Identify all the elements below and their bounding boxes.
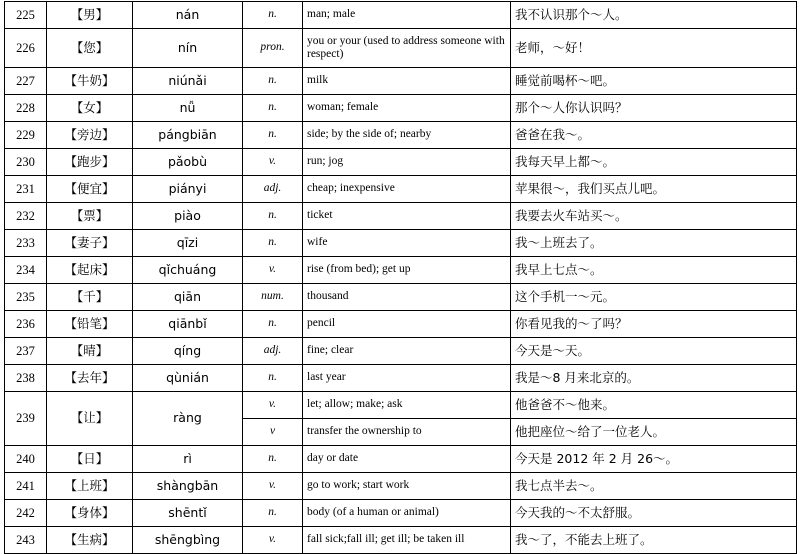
table-row: [5, 473, 797, 500]
row-english: last year: [303, 365, 511, 392]
row-hanzi: 【票】: [47, 203, 133, 230]
table-row: [5, 257, 797, 284]
row-pos: n.: [243, 446, 303, 473]
table-row: [5, 95, 797, 122]
row-pos: n.: [243, 2, 303, 29]
row-pinyin: ràng: [133, 392, 243, 446]
row-pinyin: qíng: [133, 338, 243, 365]
row-pinyin: nín: [133, 29, 243, 68]
row-pos: v.: [243, 473, 303, 500]
table-row: [5, 68, 797, 95]
row-pos: n.: [243, 365, 303, 392]
row-pinyin: niúnǎi: [133, 68, 243, 95]
row-pinyin: piányi: [133, 176, 243, 203]
row-pinyin: qiānbǐ: [133, 311, 243, 338]
row-hanzi: 【妻子】: [47, 230, 133, 257]
row-english: go to work; start work: [303, 473, 511, 500]
row-number: 226: [5, 29, 47, 68]
row-sentence: 苹果很～，我们买点儿吧。: [511, 176, 797, 203]
row-english: thousand: [303, 284, 511, 311]
row-number: 243: [5, 527, 47, 554]
row-number: 242: [5, 500, 47, 527]
row-pinyin: qiān: [133, 284, 243, 311]
row-hanzi: 【旁边】: [47, 122, 133, 149]
row-pos: n.: [243, 203, 303, 230]
table-row: [5, 365, 797, 392]
row-english: cheap; inexpensive: [303, 176, 511, 203]
row-number: 228: [5, 95, 47, 122]
row-sentence: 我～了，不能去上班了。: [511, 527, 797, 554]
row-hanzi: 【跑步】: [47, 149, 133, 176]
row-number: 232: [5, 203, 47, 230]
row-hanzi: 【千】: [47, 284, 133, 311]
row-pos: v.: [243, 392, 303, 419]
row-pos: n.: [243, 68, 303, 95]
row-sentence: 我要去火车站买～。: [511, 203, 797, 230]
row-hanzi: 【上班】: [47, 473, 133, 500]
row-number: 239: [5, 392, 47, 446]
row-pos: adj.: [243, 176, 303, 203]
vocabulary-table: [4, 1, 797, 554]
row-number: 236: [5, 311, 47, 338]
row-hanzi: 【晴】: [47, 338, 133, 365]
row-english: let; allow; make; ask: [303, 392, 511, 419]
row-pos: n.: [243, 122, 303, 149]
table-row: [5, 203, 797, 230]
row-english: wife: [303, 230, 511, 257]
row-english: body (of a human or animal): [303, 500, 511, 527]
row-hanzi: 【让】: [47, 392, 133, 446]
row-sentence: 我～上班去了。: [511, 230, 797, 257]
row-number: 240: [5, 446, 47, 473]
row-sentence: 那个～人你认识吗？: [511, 95, 797, 122]
row-hanzi: 【便宜】: [47, 176, 133, 203]
row-sentence: 睡觉前喝杯～吧。: [511, 68, 797, 95]
row-pos: v.: [243, 149, 303, 176]
row-pinyin: rì: [133, 446, 243, 473]
table-row: [5, 176, 797, 203]
row-english: side; by the side of; nearby: [303, 122, 511, 149]
row-hanzi: 【女】: [47, 95, 133, 122]
row-hanzi: 【去年】: [47, 365, 133, 392]
row-pinyin: nǚ: [133, 95, 243, 122]
row-pinyin: pǎobù: [133, 149, 243, 176]
row-pinyin: shēntǐ: [133, 500, 243, 527]
row-sentence: 这个手机一～元。: [511, 284, 797, 311]
row-sentence: 他爸爸不～他来。: [511, 392, 797, 419]
row-english: ticket: [303, 203, 511, 230]
table-row: [5, 392, 797, 419]
row-sentence: 今天是 2012 年 2 月 26～。: [511, 446, 797, 473]
row-sentence: 今天我的～不太舒服。: [511, 500, 797, 527]
vocabulary-sheet: [0, 1, 800, 547]
row-pos: pron.: [243, 29, 303, 68]
row-number: 238: [5, 365, 47, 392]
row-sentence: 爸爸在我～。: [511, 122, 797, 149]
row-english: fall sick;fall ill; get ill; be taken ill: [303, 527, 511, 554]
table-row: [5, 338, 797, 365]
row-pos: n.: [243, 500, 303, 527]
table-row: [5, 500, 797, 527]
row-pinyin: piào: [133, 203, 243, 230]
row-pos: num.: [243, 284, 303, 311]
row-number: 230: [5, 149, 47, 176]
row-hanzi: 【铅笔】: [47, 311, 133, 338]
row-english: man; male: [303, 2, 511, 29]
row-pos: n.: [243, 230, 303, 257]
row-sentence: 我七点半去～。: [511, 473, 797, 500]
row-number: 234: [5, 257, 47, 284]
table-row: [5, 311, 797, 338]
table-row: [5, 230, 797, 257]
row-pos: n.: [243, 95, 303, 122]
row-hanzi: 【您】: [47, 29, 133, 68]
row-sentence: 我早上七点～。: [511, 257, 797, 284]
row-sentence: 我不认识那个～人。: [511, 2, 797, 29]
table-row: [5, 284, 797, 311]
row-number: 233: [5, 230, 47, 257]
row-hanzi: 【日】: [47, 446, 133, 473]
row-number: 227: [5, 68, 47, 95]
row-english: day or date: [303, 446, 511, 473]
row-english: you or your (used to address someone with respect): [303, 29, 511, 68]
table-row: [5, 29, 797, 68]
table-row: [5, 446, 797, 473]
row-english: fine; clear: [303, 338, 511, 365]
row-sentence: 我是～8 月来北京的。: [511, 365, 797, 392]
row-pinyin: qīzi: [133, 230, 243, 257]
row-sentence: 老师，～好！: [511, 29, 797, 68]
row-number: 237: [5, 338, 47, 365]
row-pos: v.: [243, 527, 303, 554]
row-pos: v.: [243, 257, 303, 284]
row-english: milk: [303, 68, 511, 95]
table-body: [5, 2, 797, 554]
row-english: pencil: [303, 311, 511, 338]
row-pos: n.: [243, 311, 303, 338]
row-hanzi: 【身体】: [47, 500, 133, 527]
row-english: run; jog: [303, 149, 511, 176]
row-hanzi: 【起床】: [47, 257, 133, 284]
row-pinyin: shēngbìng: [133, 527, 243, 554]
row-hanzi: 【牛奶】: [47, 68, 133, 95]
row-number: 235: [5, 284, 47, 311]
row-pinyin: nán: [133, 2, 243, 29]
table-row: [5, 527, 797, 554]
row-number: 241: [5, 473, 47, 500]
row-sentence: 今天是～天。: [511, 338, 797, 365]
row-english: rise (from bed); get up: [303, 257, 511, 284]
row-sentence: 我每天早上都～。: [511, 149, 797, 176]
table-row: [5, 122, 797, 149]
row-pinyin: pángbiān: [133, 122, 243, 149]
row-pinyin: qùnián: [133, 365, 243, 392]
row-hanzi: 【生病】: [47, 527, 133, 554]
row-number: 229: [5, 122, 47, 149]
row-number: 231: [5, 176, 47, 203]
row-sentence: 你看见我的～了吗？: [511, 311, 797, 338]
row-english: woman; female: [303, 95, 511, 122]
row-number: 225: [5, 2, 47, 29]
row-sentence: 他把座位～给了一位老人。: [511, 419, 797, 446]
row-english: transfer the ownership to: [303, 419, 511, 446]
table-row: [5, 2, 797, 29]
row-hanzi: 【男】: [47, 2, 133, 29]
row-pos: v: [243, 419, 303, 446]
row-pinyin: shàngbān: [133, 473, 243, 500]
row-pinyin: qǐchuáng: [133, 257, 243, 284]
row-pos: adj.: [243, 338, 303, 365]
table-row: [5, 149, 797, 176]
